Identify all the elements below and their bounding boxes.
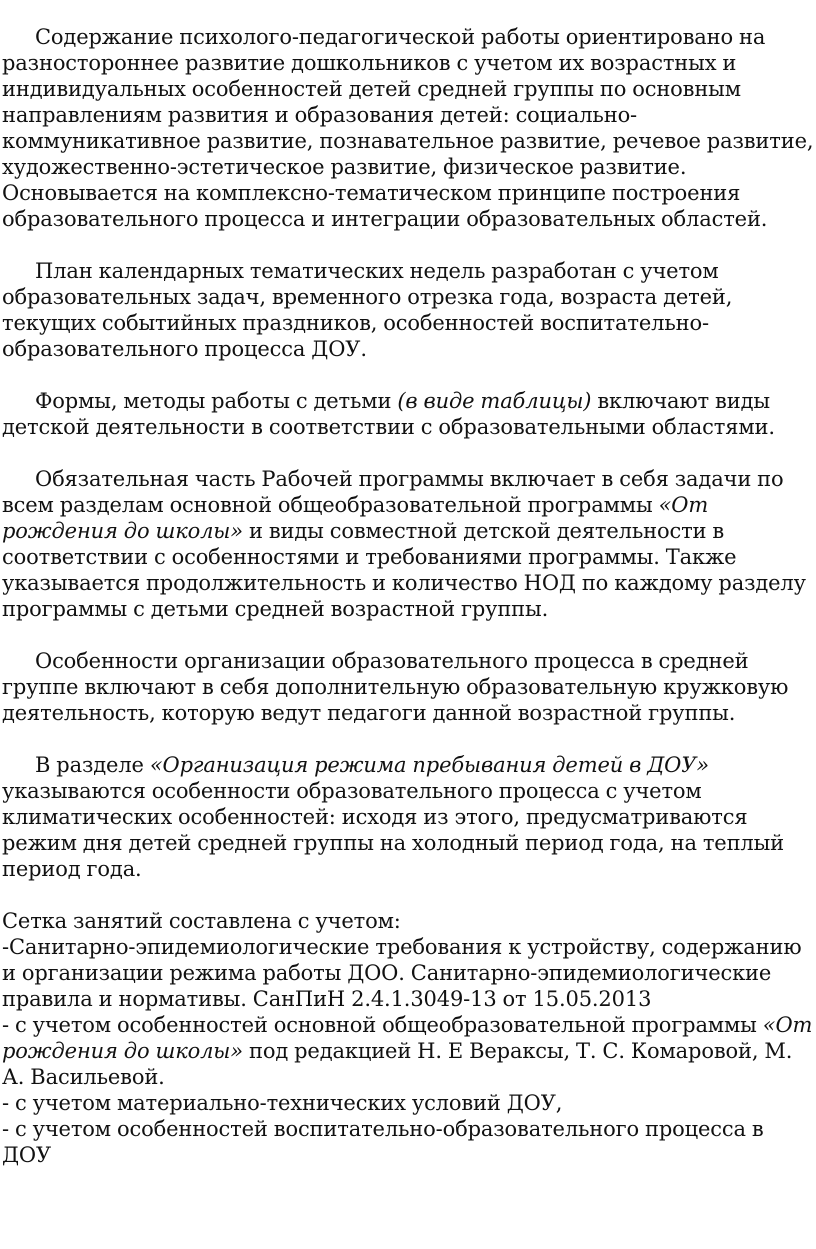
- paragraph-regime-section-text-end: указываются особенности образовательного процесса с учетом климатических особенностей: исходя из этого, предусматриваются режим дня детей средней группы на холодный период года, на теплый период года.: [2, 779, 785, 881]
- list-item-educational-process: - с учетом особенностей воспитательно-образовательного процесса в ДОУ: [2, 1117, 764, 1167]
- document-page: [0, 24, 814, 1168]
- paragraph-regime-section-text-start: В разделе: [35, 753, 150, 777]
- list-item-program-text-start: - с учетом особенностей основной общеобразовательной программы: [2, 1013, 763, 1037]
- list-item-sanpin: -Санитарно-эпидемиологические требования к устройству, содержанию и организации режима работы ДОО. Санитарно-эпидемиологические правила и нормативы. СанПиН 2.4.1.3049-13 от 15.05.2013: [2, 935, 802, 1011]
- list-item-program: [2, 1012, 814, 1090]
- list-item-material-conditions: - с учетом материально-технических условий ДОУ,: [2, 1091, 563, 1115]
- paragraph-regime-section: [2, 752, 814, 882]
- paragraph-mandatory-part-text-end: и виды совместной детской деятельности в соответствии с особенностями и требованиями программы. Также указывается продолжительность и количество НОД по каждому разделу программы с детьми средней возрастной группы.: [2, 519, 806, 621]
- paragraph-forms-methods-text-end: включают виды детской деятельности в соответствии с образовательными областями.: [2, 389, 775, 439]
- paragraph-forms-methods-italic: (в виде таблицы): [397, 389, 592, 413]
- paragraph-organization-features: Особенности организации образовательного процесса в средней группе включают в себя дополнительную образовательную кружковую деятельность, которую ведут педагоги данной возрастной группы.: [2, 649, 789, 725]
- list-item-program-text-end: под редакцией Н. Е Вераксы, Т. С. Комаровой, М. А. Васильевой.: [2, 1039, 793, 1089]
- paragraph-forms-methods: [2, 388, 814, 440]
- paragraph-mandatory-part-italic: «От рождения до школы»: [2, 493, 709, 543]
- paragraph-mandatory-part: [2, 466, 814, 622]
- schedule-basis-list: [2, 908, 814, 1168]
- paragraph-mandatory-part-text-start: Обязательная часть Рабочей программы включает в себя задачи по всем разделам основной общеобразовательной программы: [2, 467, 784, 517]
- schedule-basis-intro: Сетка занятий составлена с учетом:: [2, 909, 401, 933]
- paragraph-forms-methods-text-start: Формы, методы работы с детьми: [35, 389, 398, 413]
- paragraph-content-orientation: Содержание психолого-педагогической работы ориентировано на разностороннее развитие дошкольников с учетом их возрастных и индивидуальных особенностей детей средней группы по основным направлениям развития и образования детей: социально-коммуникативное развитие, познавательное развитие, речевое развитие, художественно-эстетическое развитие, физическое развитие. Основывается на комплексно-тематическом принципе построения образовательного процесса и интеграции образовательных областей.: [2, 25, 814, 231]
- list-item-program-italic: «От рождения до школы»: [2, 1013, 813, 1063]
- paragraph-calendar-plan: План календарных тематических недель разработан с учетом образовательных задач, временного отрезка года, возраста детей, текущих событийных праздников, особенностей воспитательно-образовательного процесса ДОУ.: [2, 259, 733, 361]
- paragraph-regime-section-italic: «Организация режима пребывания детей в ДОУ»: [149, 753, 709, 777]
